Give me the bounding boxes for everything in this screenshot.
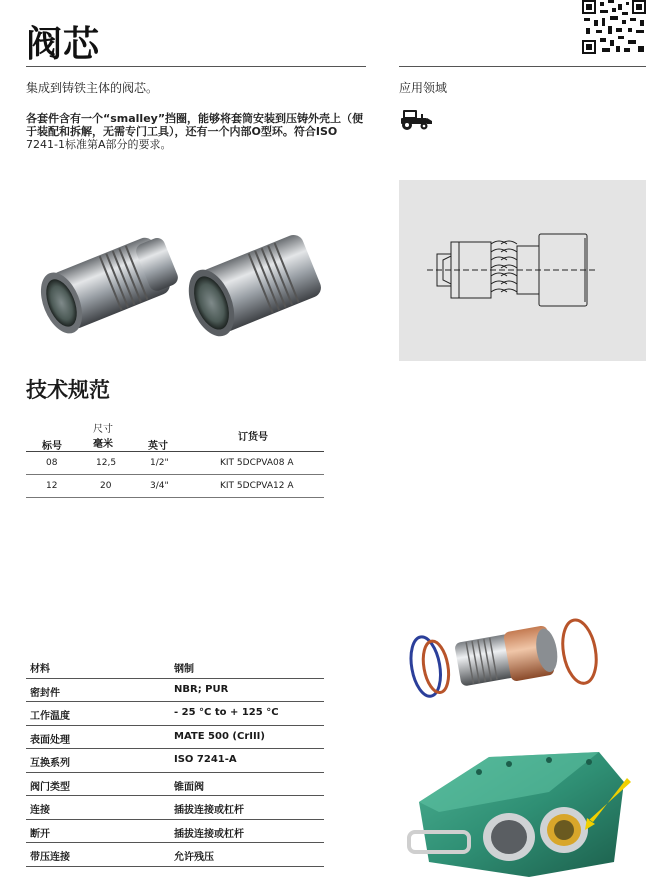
row-value: NBR; PUR <box>174 683 229 695</box>
table-row <box>26 679 324 703</box>
row-value: 插拔连接或杠杆 <box>174 828 244 840</box>
tractor-icon <box>399 108 433 130</box>
header-mm: 毫米 <box>93 439 113 450</box>
table-row <box>26 820 324 844</box>
row-value: ISO 7241-A <box>174 754 237 765</box>
row-label: 表面处理 <box>30 734 70 746</box>
description-text: 各套件含有一个“smalley”挡圈，能够将套筒安装到压铸外壳上（便于装配和拆解，无需专门工具），还有一个内部O型环。符合ISO <box>26 112 364 138</box>
row-value: 钢制 <box>174 664 194 675</box>
row-label: 材料 <box>30 664 50 675</box>
row-value: MATE 500 (CrIII) <box>174 730 265 742</box>
row-label: 互换系列 <box>30 758 70 769</box>
spec-table-header <box>26 420 324 452</box>
row-value: 锥面阀 <box>174 781 204 793</box>
row-label: 工作温度 <box>30 711 70 722</box>
description <box>26 112 366 151</box>
cell-order: KIT 5DCPVA08 A <box>220 458 294 468</box>
header-code: 标号 <box>42 441 62 452</box>
row-value: - 25 °C to + 125 °C <box>174 707 279 718</box>
seals-photo <box>399 605 609 730</box>
row-label: 阀门类型 <box>30 781 70 793</box>
header-inch: 英寸 <box>148 441 168 452</box>
row-label: 带压连接 <box>30 852 70 863</box>
qr-code <box>582 0 646 54</box>
row-label: 连接 <box>30 805 50 816</box>
table-row <box>26 843 324 867</box>
table-row <box>26 475 324 498</box>
table-row <box>26 773 324 797</box>
table-row <box>26 749 324 773</box>
row-value: 插拔连接或杠杆 <box>174 805 244 816</box>
spec-title: 技术规范 <box>26 378 110 402</box>
title-rule <box>26 66 366 67</box>
materials-table <box>26 655 324 867</box>
page-title: 阀芯 <box>26 24 101 65</box>
subtitle: 集成到铸铁主体的阀芯。 <box>26 81 159 95</box>
header-order: 订货号 <box>238 432 268 443</box>
table-row <box>26 702 324 726</box>
cell-mm: 20 <box>100 481 112 491</box>
table-row <box>26 796 324 820</box>
table-row <box>26 726 324 750</box>
cell-code: 08 <box>46 458 58 468</box>
cell-code: 12 <box>46 481 58 491</box>
side-rule <box>399 66 646 67</box>
spec-table <box>26 420 324 498</box>
cell-inch: 1/2" <box>150 458 169 468</box>
cell-mm: 12,5 <box>96 458 117 468</box>
row-value: 允许残压 <box>174 852 214 863</box>
header-size: 尺寸 <box>93 424 113 435</box>
coupling-left <box>33 229 183 339</box>
cell-inch: 3/4" <box>150 481 169 491</box>
table-row <box>26 452 324 475</box>
valve-block-photo <box>399 742 639 882</box>
table-row <box>26 655 324 679</box>
cell-order: KIT 5DCPVA12 A <box>220 481 294 491</box>
application-label: 应用领域 <box>399 81 448 95</box>
description-tail: 7241-1标准第A部分的要求。 <box>26 138 172 151</box>
row-label: 断开 <box>30 828 50 840</box>
product-photo <box>26 210 326 360</box>
row-label: 密封件 <box>30 687 60 699</box>
coupling-right <box>180 230 325 343</box>
technical-drawing <box>399 180 646 361</box>
